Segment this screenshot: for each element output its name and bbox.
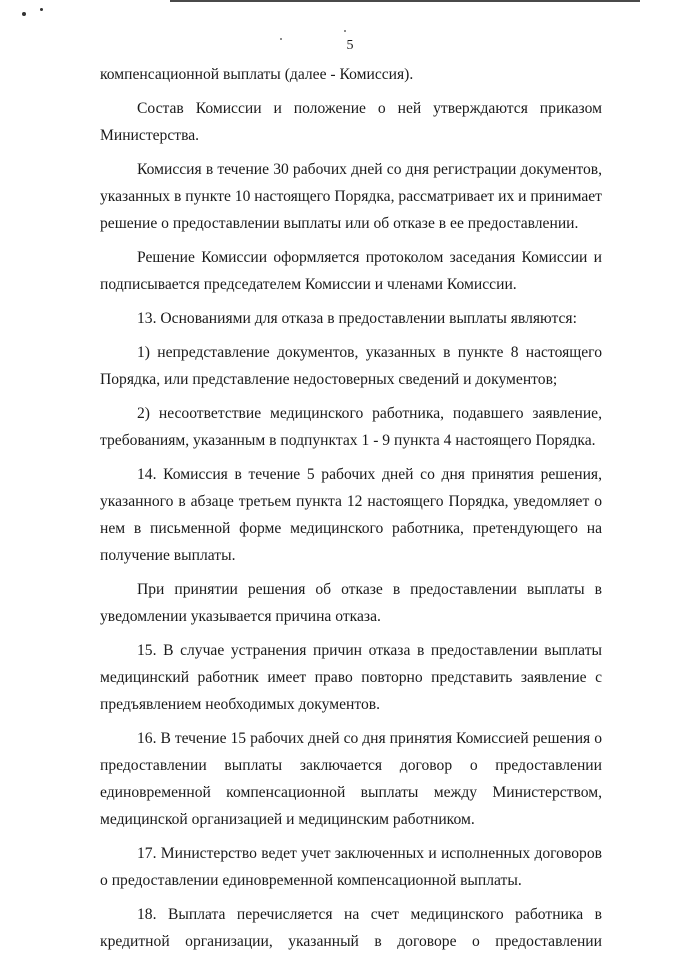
- paragraph: Состав Комиссии и положение о ней утверждаются приказом Министерства.: [100, 100, 602, 144]
- paragraph: 1) непредставление документов, указанных в пункте 8 настоящего Порядка, или представление недостоверных сведений и документов;: [100, 344, 602, 388]
- paragraph: 17. Министерство ведет учет заключенных и исполненных договоров о предоставлении единовременной компенсационной выплаты.: [100, 845, 602, 889]
- paragraph: 2) несоответствие медицинского работника, подавшего заявление, требованиям, указанным в подпунктах 1 - 9 пункта 4 настоящего Порядка.: [100, 405, 602, 449]
- paragraph: 16. В течение 15 рабочих дней со дня принятия Комиссией решения о предоставлении выплаты заключается договор о предоставлении единовременной компенсационной выплаты между Министерством, медицинской организацией и медицинским работником.: [100, 730, 602, 828]
- paragraph: компенсационной выплаты (далее - Комиссия).: [100, 66, 414, 83]
- scan-top-edge: [170, 0, 640, 2]
- paragraph: 13. Основаниями для отказа в предоставлении выплаты являются:: [137, 310, 577, 327]
- paragraph: 14. Комиссия в течение 5 рабочих дней со дня принятия решения, указанного в абзаце третьем пункта 12 настоящего Порядка, уведомляет о нем в письменной форме медицинского работника, претендующего на получение выплаты.: [100, 466, 602, 564]
- scan-mark: [40, 8, 43, 11]
- paragraph: При принятии решения об отказе в предоставлении выплаты в уведомлении указывается причина отказа.: [100, 581, 602, 625]
- document-body: [100, 61, 602, 962]
- paragraph: Решение Комиссии оформляется протоколом заседания Комиссии и подписывается председателем Комиссии и членами Комиссии.: [100, 249, 602, 293]
- paragraph: 15. В случае устранения причин отказа в предоставлении выплаты медицинский работник имеет право повторно представить заявление с предъявлением необходимых документов.: [100, 642, 602, 713]
- scan-speck: [344, 30, 346, 32]
- paragraph: 18. Выплата перечисляется на счет медицинского работника в кредитной организации, указанный в договоре о предоставлении: [100, 906, 602, 950]
- page-number: 5: [346, 38, 354, 53]
- paragraph: Комиссия в течение 30 рабочих дней со дня регистрации документов, указанных в пункте 10 настоящего Порядка, рассматривает их и принимает решение о предоставлении выплаты или об отказе в ее предоставлении.: [100, 161, 602, 232]
- scan-mark: [22, 12, 26, 16]
